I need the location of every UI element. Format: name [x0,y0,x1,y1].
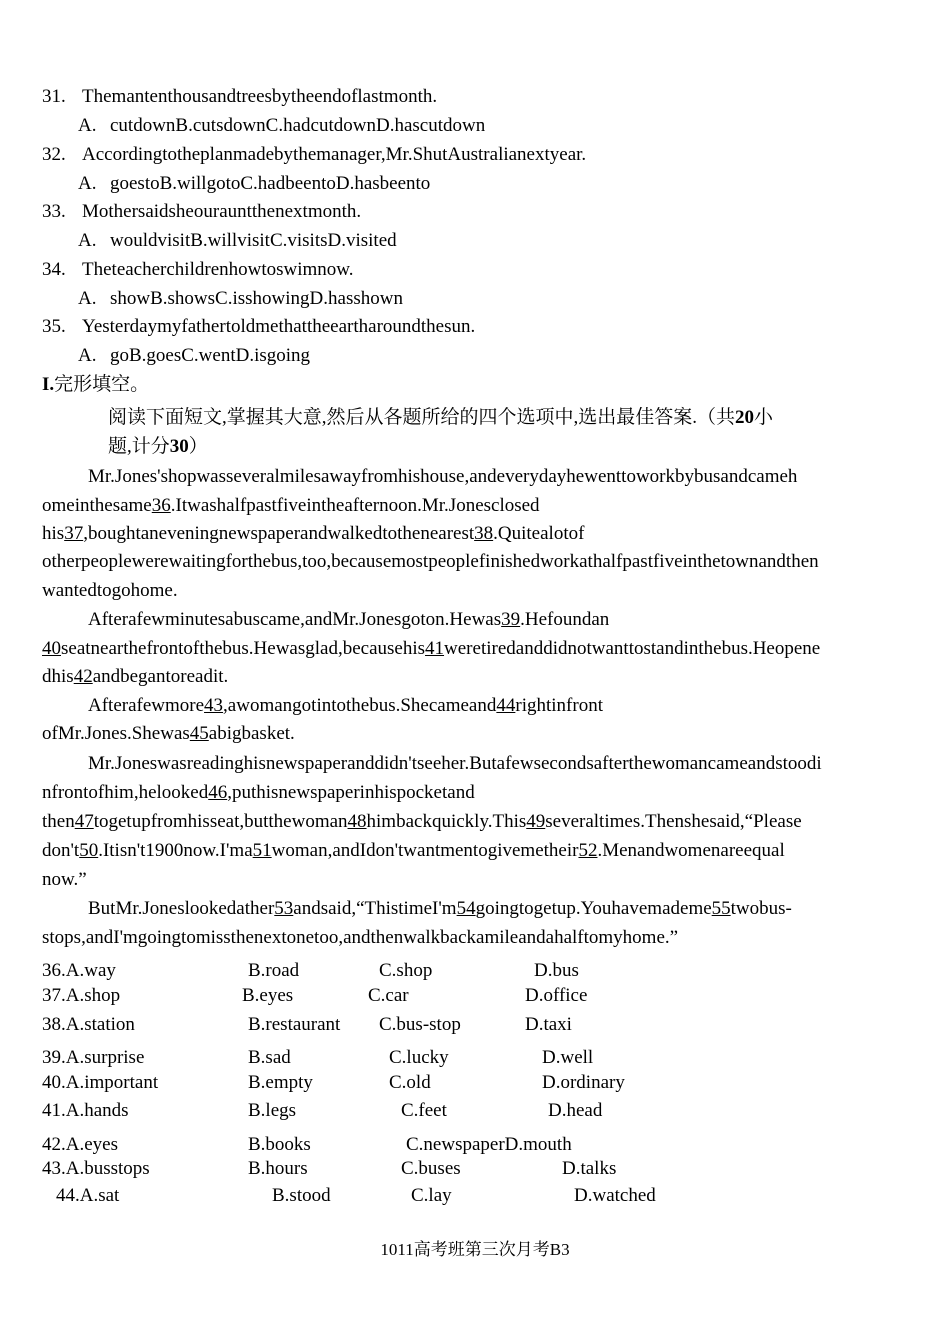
question-stem: Theteacherchildrenhowtoswimnow. [82,259,354,280]
passage-line: ofMr.Jones.Shewas45abigbasket. [42,723,295,744]
passage-line: now.” [42,869,87,890]
blank-51: 51 [252,840,272,861]
question-35-options: A. goB.goesC.wentD.isgoing [78,345,311,366]
blank-38: 38 [474,523,494,544]
blank-44: 44 [496,695,516,716]
passage-line: then47togetupfromhisseat,butthewoman48himbackquickly.This49severaltimes.Thenshesaid,“Please [42,811,802,832]
passage-line: don't50.Itisn't1900now.I'ma51woman,andIdon'twantmentogivemetheir52.Menandwomenareequal [42,840,785,861]
passage-line: wantedtogohome. [42,580,178,601]
blank-40: 40 [42,638,61,659]
question-31-options: A. cutdownB.cutsdownC.hadcutdownD.hascutdown [78,115,486,136]
section-heading: I.完形填空。 [42,374,150,395]
passage-line: stops,andI'mgoingtomissthenextonetoo,andthenwalkbackamileandahalftomyhome.” [42,927,679,948]
blank-43: 43 [204,695,224,716]
blank-36: 36 [151,495,171,516]
passage-line: 40seatnearthefrontofthebus.Hewasglad,becausehis41weretiredanddidnotwanttostandinthebus.Heopene [42,638,821,659]
passage-line: nfrontofhim,helooked46,puthisnewspaperinhispocketand [42,782,475,803]
question-stem: Themantenthousandtreesbytheendoflastmonth. [82,86,438,107]
passage-line: dhis42andbegantoreadit. [42,666,229,687]
blank-55: 55 [711,898,731,919]
passage-line: Afterafewmore43,awomangotintothebus.Shecameand44rightinfront [88,695,603,716]
question-32-options: A. goestoB.willgotoC.hadbeentoD.hasbeento [78,173,431,194]
question-stem: Mothersaidsheourauntthenextmonth. [82,201,362,222]
section-instruction-cont: 题,计分30） [108,436,208,457]
page-footer: 1011高考班第三次月考B3 [380,1240,570,1259]
passage-line: otherpeoplewerewaitingforthebus,too,becausemostpeoplefinishedworkathalfpastfiveinthetownandthen [42,551,819,572]
blank-37: 37 [64,523,84,544]
blank-53: 53 [274,898,294,919]
question-31: 31. Themantenthousandtreesbytheendoflastmonth. [42,86,438,107]
blank-45: 45 [189,723,209,744]
passage-line: Mr.Jones'shopwasseveralmilesawayfromhishouse,andeverydayhewenttoworkbybusandcameh [88,466,798,487]
question-33-options: A. wouldvisitB.willvisitC.visitsD.visited [78,230,397,251]
blank-39: 39 [501,609,521,630]
passage-line: ButMr.Joneslookedather53andsaid,“ThistimeI'm54goingtogetup.Youhavemademe55twobus- [88,898,792,919]
passage-line: omeinthesame36.Itwashalfpastfiveintheafternoon.Mr.Jonesclosed [42,495,540,516]
question-32: 32. Accordingtotheplanmadebythemanager,Mr.ShutAustralianextyear. [42,144,587,165]
blank-48: 48 [347,811,367,832]
blank-41: 41 [425,638,445,659]
blank-50: 50 [79,840,99,861]
passage-line: his37,boughtaneveningnewspaperandwalkedtothenearest38.Quitealotof [42,523,585,544]
question-34-options: A. showB.showsC.isshowingD.hasshown [78,288,403,309]
question-stem: Accordingtotheplanmadebythemanager,Mr.ShutAustralianextyear. [82,144,587,165]
passage-line: Afterafewminutesabuscame,andMr.Jonesgoton.Hewas39.Hefoundan [88,609,610,630]
blank-52: 52 [578,840,598,861]
question-35: 35. Yesterdaymyfathertoldmethattheeartharoundthesun. [42,316,476,337]
passage-line: Mr.Joneswasreadinghisnewspaperanddidn'tseeher.Butafewsecondsafterthewomancameandstoodi [88,753,822,774]
section-instruction: 阅读下面短文,掌握其大意,然后从各题所给的四个选项中,选出最佳答案.（共20小 [108,407,774,428]
blank-42: 42 [73,666,93,687]
blank-47: 47 [74,811,94,832]
blank-54: 54 [456,898,476,919]
blank-49: 49 [526,811,546,832]
question-34: 34. Theteacherchildrenhowtoswimnow. [42,259,354,280]
blank-46: 46 [208,782,228,803]
question-stem: Yesterdaymyfathertoldmethattheeartharoundthesun. [82,316,476,337]
question-33: 33. Mothersaidsheourauntthenextmonth. [42,201,362,222]
